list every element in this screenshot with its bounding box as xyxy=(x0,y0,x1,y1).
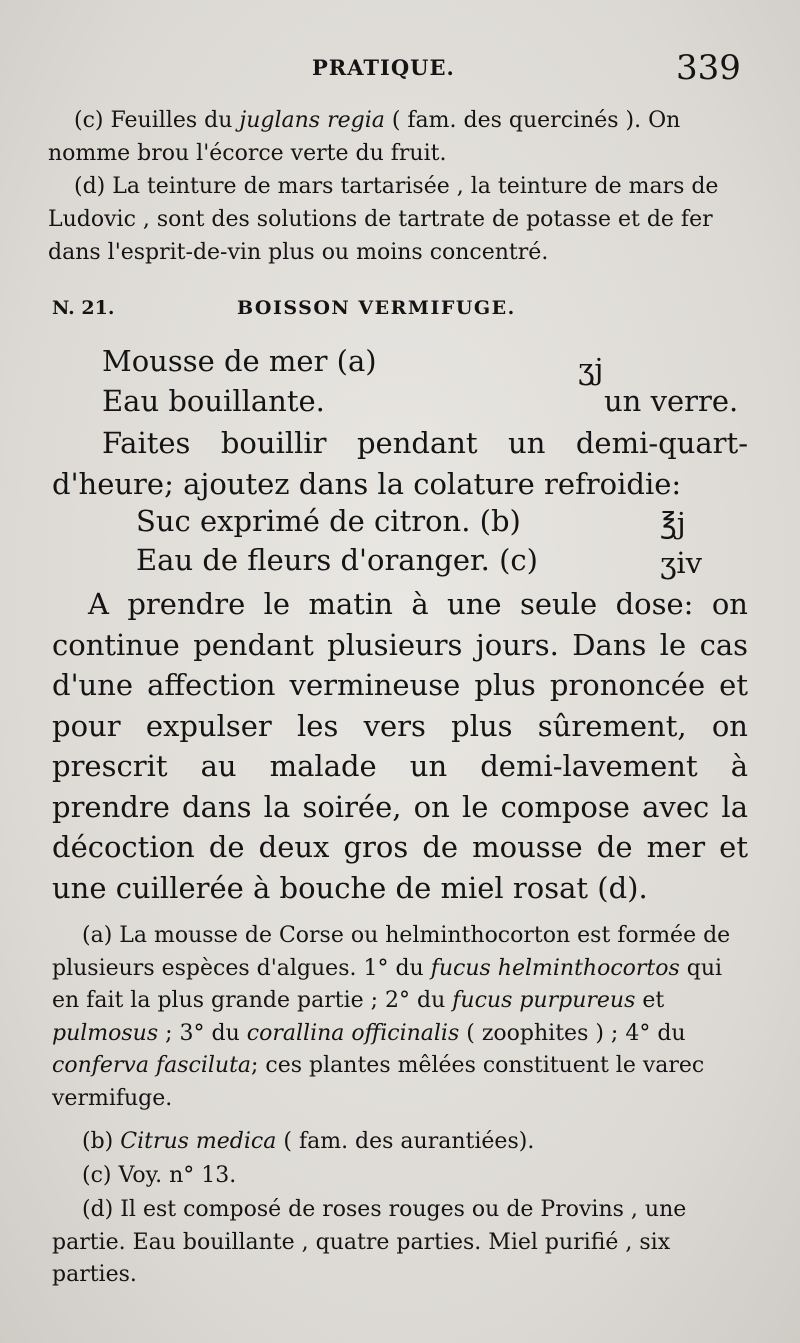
ingredient-dose: ʒj xyxy=(578,352,604,386)
recipe-heading xyxy=(52,297,516,319)
ingredient-dose: ℥j xyxy=(660,506,686,540)
ingredient-dose: un verre. xyxy=(604,384,739,418)
ingredient-name: Eau de fleurs d'oranger. (c) xyxy=(136,543,538,577)
ingredient-name: Suc exprimé de citron. (b) xyxy=(136,504,521,538)
footnote-c: (c) Voy. n° 13. xyxy=(82,1163,237,1188)
recipe-number: N. 21. xyxy=(52,297,115,319)
footnote-a: (a) La mousse de Corse ou helminthocorton est formée de plusieurs espèces d'algues. 1° du fucus helminthocortos qui en fait la plus grande partie ; 2° du fucus purpureus et pulmosus ; 3° du corallina officinalis ( zoophites ) ; 4° du conferva fasciluta; ces plantes mêlées constituent le varec vermifuge. xyxy=(52,923,731,1111)
running-header: PRATIQUE. xyxy=(312,55,455,80)
latin-name: juglans regia xyxy=(239,108,385,133)
footnote-b: (b) Citrus medica ( fam. des aurantiées). xyxy=(82,1129,535,1154)
recipe-body: A prendre le matin à une seule dose: on continue pendant plusieurs jours. Dans le cas d'une affection vermineuse plus prononcée et pour expulser les vers plus sûrement, on prescrit au malade un demi-lavement à prendre dans la soirée, on le compose avec la décoction de deux gros de mousse de mer et une cuillerée à bouche de miel rosat (d). xyxy=(52,587,748,905)
ingredient-dose: ʒiv xyxy=(660,546,703,580)
recipe-instruction: Faites bouillir pendant un demi-quart-d'heure; ajoutez dans la colature refroidie: xyxy=(52,426,748,501)
recipe-title: BOISSON VERMIFUGE. xyxy=(237,297,516,319)
page-number: 339 xyxy=(676,48,741,88)
top-note-d: (d) La teinture de mars tartarisée , la teinture de mars de Ludovic , sont des solutions de tartrate de potasse et de fer dans l'esprit-de-vin plus ou moins concentré. xyxy=(48,174,719,265)
ingredient-name: Mousse de mer (a) xyxy=(102,344,377,378)
top-note-c: (c) Feuilles du juglans regia ( fam. des quercinés ). On nomme brou l'écorce verte du fruit. xyxy=(48,108,681,166)
ingredient-name: Eau bouillante. xyxy=(102,384,325,418)
footnote-d: (d) Il est composé de roses rouges ou de Provins , une partie. Eau bouillante , quatre parties. Miel purifié , six parties. xyxy=(52,1197,687,1287)
